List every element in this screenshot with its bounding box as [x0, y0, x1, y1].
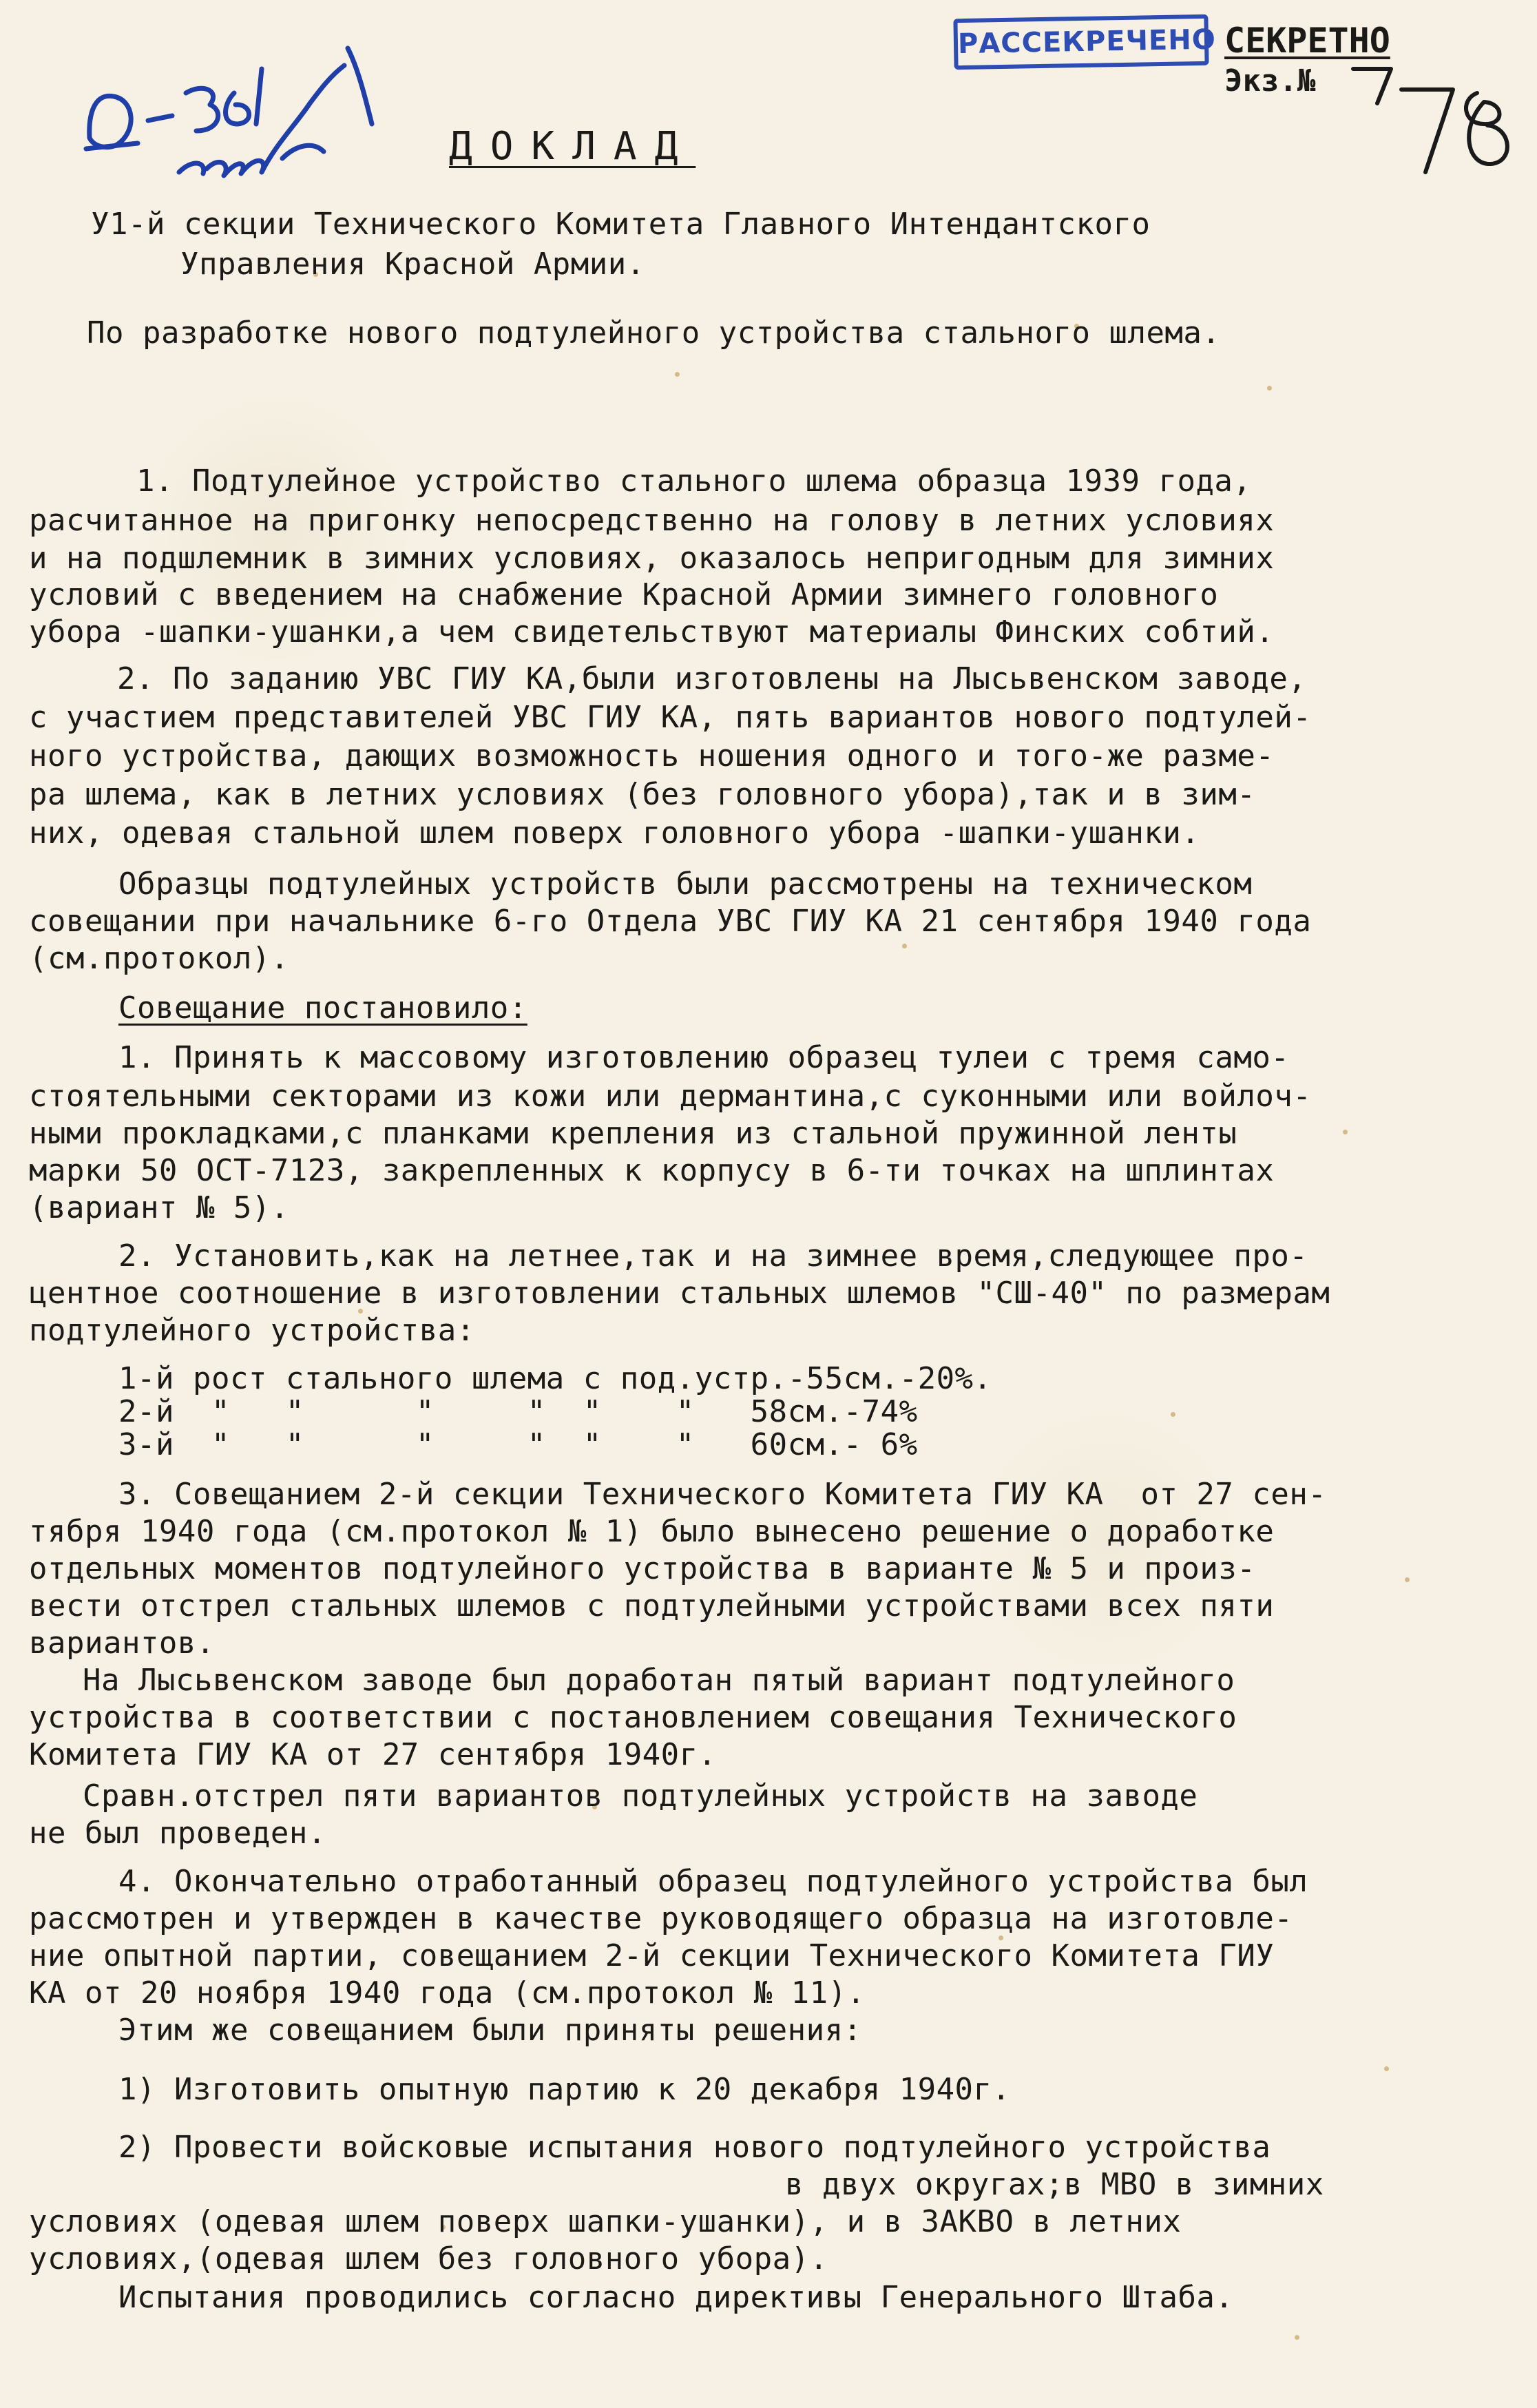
text-line: вести отстрел стальных шлемов с подтулейными устройствами всех пяти — [29, 1588, 1275, 1623]
text-line: тября 1940 года (см.протокол № 1) было вынесено решение о доработке — [29, 1514, 1275, 1549]
paper-speck — [1343, 1130, 1348, 1134]
handwritten-reference — [76, 28, 399, 186]
size-row: 1-й рост стального шлема с под.устр.-55см.-20%. — [118, 1361, 992, 1396]
text-line: (вариант № 5). — [29, 1190, 289, 1225]
text-line: расчитанное на пригонку непосредственно на голову в летних условиях — [29, 503, 1275, 538]
text-line: совещании при начальнике 6-го Отдела УВС ГИУ КА 21 сентября 1940 года — [29, 904, 1312, 939]
text-line: ние опытной партии, совещанием 2-й секции Технического Комитета ГИУ — [29, 1938, 1275, 1973]
text-line: ными прокладками,с планками крепления из стальной пружинной ленты — [29, 1116, 1237, 1151]
text-line: Комитета ГИУ КА от 27 сентября 1940г. — [29, 1737, 717, 1772]
text-line: 1. Принять к массовому изготовлению образец тулеи с тремя само- — [118, 1040, 1290, 1075]
text-line: КА от 20 ноября 1940 года (см.протокол № 11). — [29, 1975, 866, 2011]
text-line: 1. Подтулейное устройство стального шлема образца 1939 года, — [136, 464, 1252, 499]
size-row: 3-й " " " " " " 60см.- 6% — [118, 1427, 918, 1462]
text-line: с участием представителей УВС ГИУ КА, пять вариантов нового подтулей- — [29, 700, 1312, 735]
paper-speck — [1384, 2066, 1389, 2071]
text-line: вариантов. — [29, 1626, 215, 1661]
text-line: У1-й секции Технического Комитета Главного Интендантского — [91, 207, 1151, 242]
text-line: устройства в соответствии с постановлением совещания Технического — [29, 1700, 1237, 1735]
text-line: На Лысьвенском заводе был доработан пятый вариант подтулейного — [83, 1663, 1235, 1698]
document-title: ДОКЛАД — [449, 124, 696, 169]
text-line: 2. Установить,как на летнее,так и на зимнее время,следующее про- — [118, 1238, 1308, 1274]
text-line: марки 50 ОСТ-7123, закрепленных к корпусу в 6-ти точках на шплинтах — [29, 1153, 1275, 1188]
text-line: них, одевая стальной шлем поверх головного убора -шапки-ушанки. — [29, 816, 1200, 851]
stamp-text: РАССЕКРЕЧЕНО — [957, 23, 1217, 61]
text-line: не был проведен. — [29, 1816, 326, 1851]
text-line: в двух округах;в МВО в зимних — [785, 2167, 1324, 2202]
text-line: 2. По заданию УВС ГИУ КА,были изготовлены на Лысьвенском заводе, — [117, 661, 1307, 696]
paper-speck — [1405, 1577, 1410, 1582]
paper-speck — [902, 944, 907, 948]
text-line: условиях (одевая шлем поверх шапки-ушанки), и в ЗАКВО в летних — [29, 2204, 1182, 2239]
paper-speck — [1267, 386, 1272, 391]
text-line: Управления Красной Армии. — [180, 247, 645, 282]
text-line: Сравн.отстрел пяти вариантов подтулейных устройств на заводе — [83, 1778, 1198, 1814]
text-line: условиях,(одевая шлем без головного убора). — [29, 2241, 828, 2276]
size-row: 2-й " " " " " " 58см.-74% — [118, 1394, 918, 1429]
copy-number-label: Экз.№ — [1224, 63, 1316, 98]
resolution-heading: Совещание постановило: — [118, 990, 527, 1026]
paper-speck — [1171, 1412, 1175, 1417]
text-line: 3. Совещанием 2-й секции Технического Комитета ГИУ КА от 27 сен- — [118, 1477, 1327, 1512]
list-item: 2) Провести войсковые испытания нового подтулейного устройства — [118, 2130, 1271, 2165]
paper-speck — [1295, 2335, 1299, 2340]
text-line: условий с введением на снабжение Красной Армии зимнего головного — [29, 577, 1219, 612]
text-line: Этим же совещанием были приняты решения: — [118, 2013, 862, 2048]
declassified-stamp — [953, 14, 1217, 70]
text-line: ного устройства, дающих возможность ношения одного и того-же разме- — [29, 738, 1275, 774]
text-line: и на подшлемник в зимних условиях, оказалось непригодным для зимних — [29, 541, 1275, 576]
text-line: стоятельными секторами из кожи или дермантина,с суконными или войлоч- — [29, 1079, 1312, 1114]
text-line: По разработке нового подтулейного устройства стального шлема. — [87, 315, 1221, 351]
text-line: подтулейного устройства: — [29, 1313, 475, 1348]
handwritten-sheet-number — [1350, 48, 1529, 186]
text-line: отдельных моментов подтулейного устройства в варианте № 5 и произ- — [29, 1551, 1256, 1586]
text-line: (см.протокол). — [29, 941, 289, 976]
text-line: Образцы подтулейных устройств были рассмотрены на техническом — [118, 866, 1253, 902]
text-line: 4. Окончательно отработанный образец подтулейного устройства был — [118, 1864, 1308, 1899]
classification-label: СЕКРЕТНО — [1224, 21, 1390, 61]
text-line: центное соотношение в изготовлении стальных шлемов "СШ-40" по размерам — [29, 1276, 1330, 1311]
text-line: рассмотрен и утвержден в качестве руководящего образца на изготовле- — [29, 1901, 1293, 1936]
paper-speck — [675, 372, 680, 377]
text-line: убора -шапки-ушанки,а чем свидетельствуют материалы Финских собтий. — [29, 614, 1275, 650]
text-line: ра шлема, как в летних условиях (без головного убора),так и в зим- — [29, 777, 1256, 812]
list-item: 1) Изготовить опытную партию к 20 декабря 1940г. — [118, 2072, 1011, 2107]
text-line: Испытания проводились согласно директивы Генерального Штаба. — [118, 2280, 1234, 2315]
